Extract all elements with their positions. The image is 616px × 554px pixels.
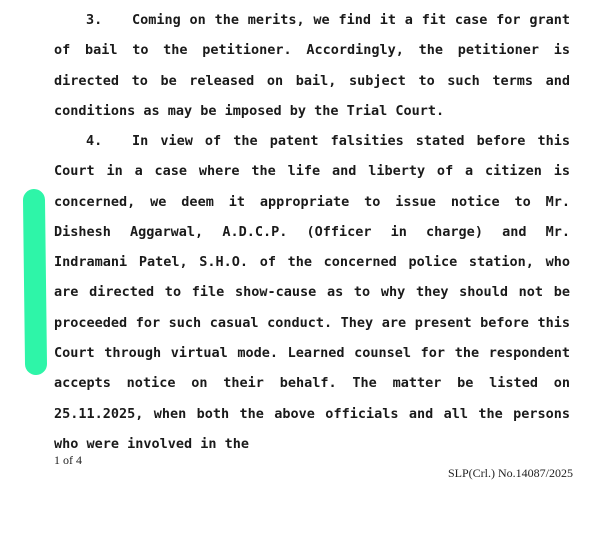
paragraph-number: 4. xyxy=(86,133,103,149)
paragraph-3 xyxy=(54,5,570,126)
paragraph-text: Coming on the merits, we find it a fit case for grant of bail to the petitioner. Accordingly, the petitioner is directed to be released on bail, subject to such terms and conditions as may be imposed by the Trial Court. xyxy=(54,12,570,119)
paragraph-4 xyxy=(54,126,570,459)
page-indicator: 1 of 4 xyxy=(54,453,82,467)
paragraph-number: 3. xyxy=(86,12,103,28)
highlighter-mark xyxy=(14,186,54,378)
case-number: SLP(Crl.) No.14087/2025 xyxy=(447,466,573,480)
paragraph-text: In view of the patent falsities stated before this Court in a case where the life and liberty of a citizen is concerned, we deem it appropriate to issue notice to Mr. Dishesh Aggarwal, A.D.C.P. (Officer in charge) and Mr. Indramani Patel, S.H.O. of the concerned police station, who are directed to file show-cause as to why they should not be proceeded for such casual conduct. They are present before this Court through virtual mode. Learned counsel for the respondent accepts notice on their behalf. The matter be listed on 25.11.2025, when both the above officials and all the persons who were involved in the xyxy=(54,133,570,452)
